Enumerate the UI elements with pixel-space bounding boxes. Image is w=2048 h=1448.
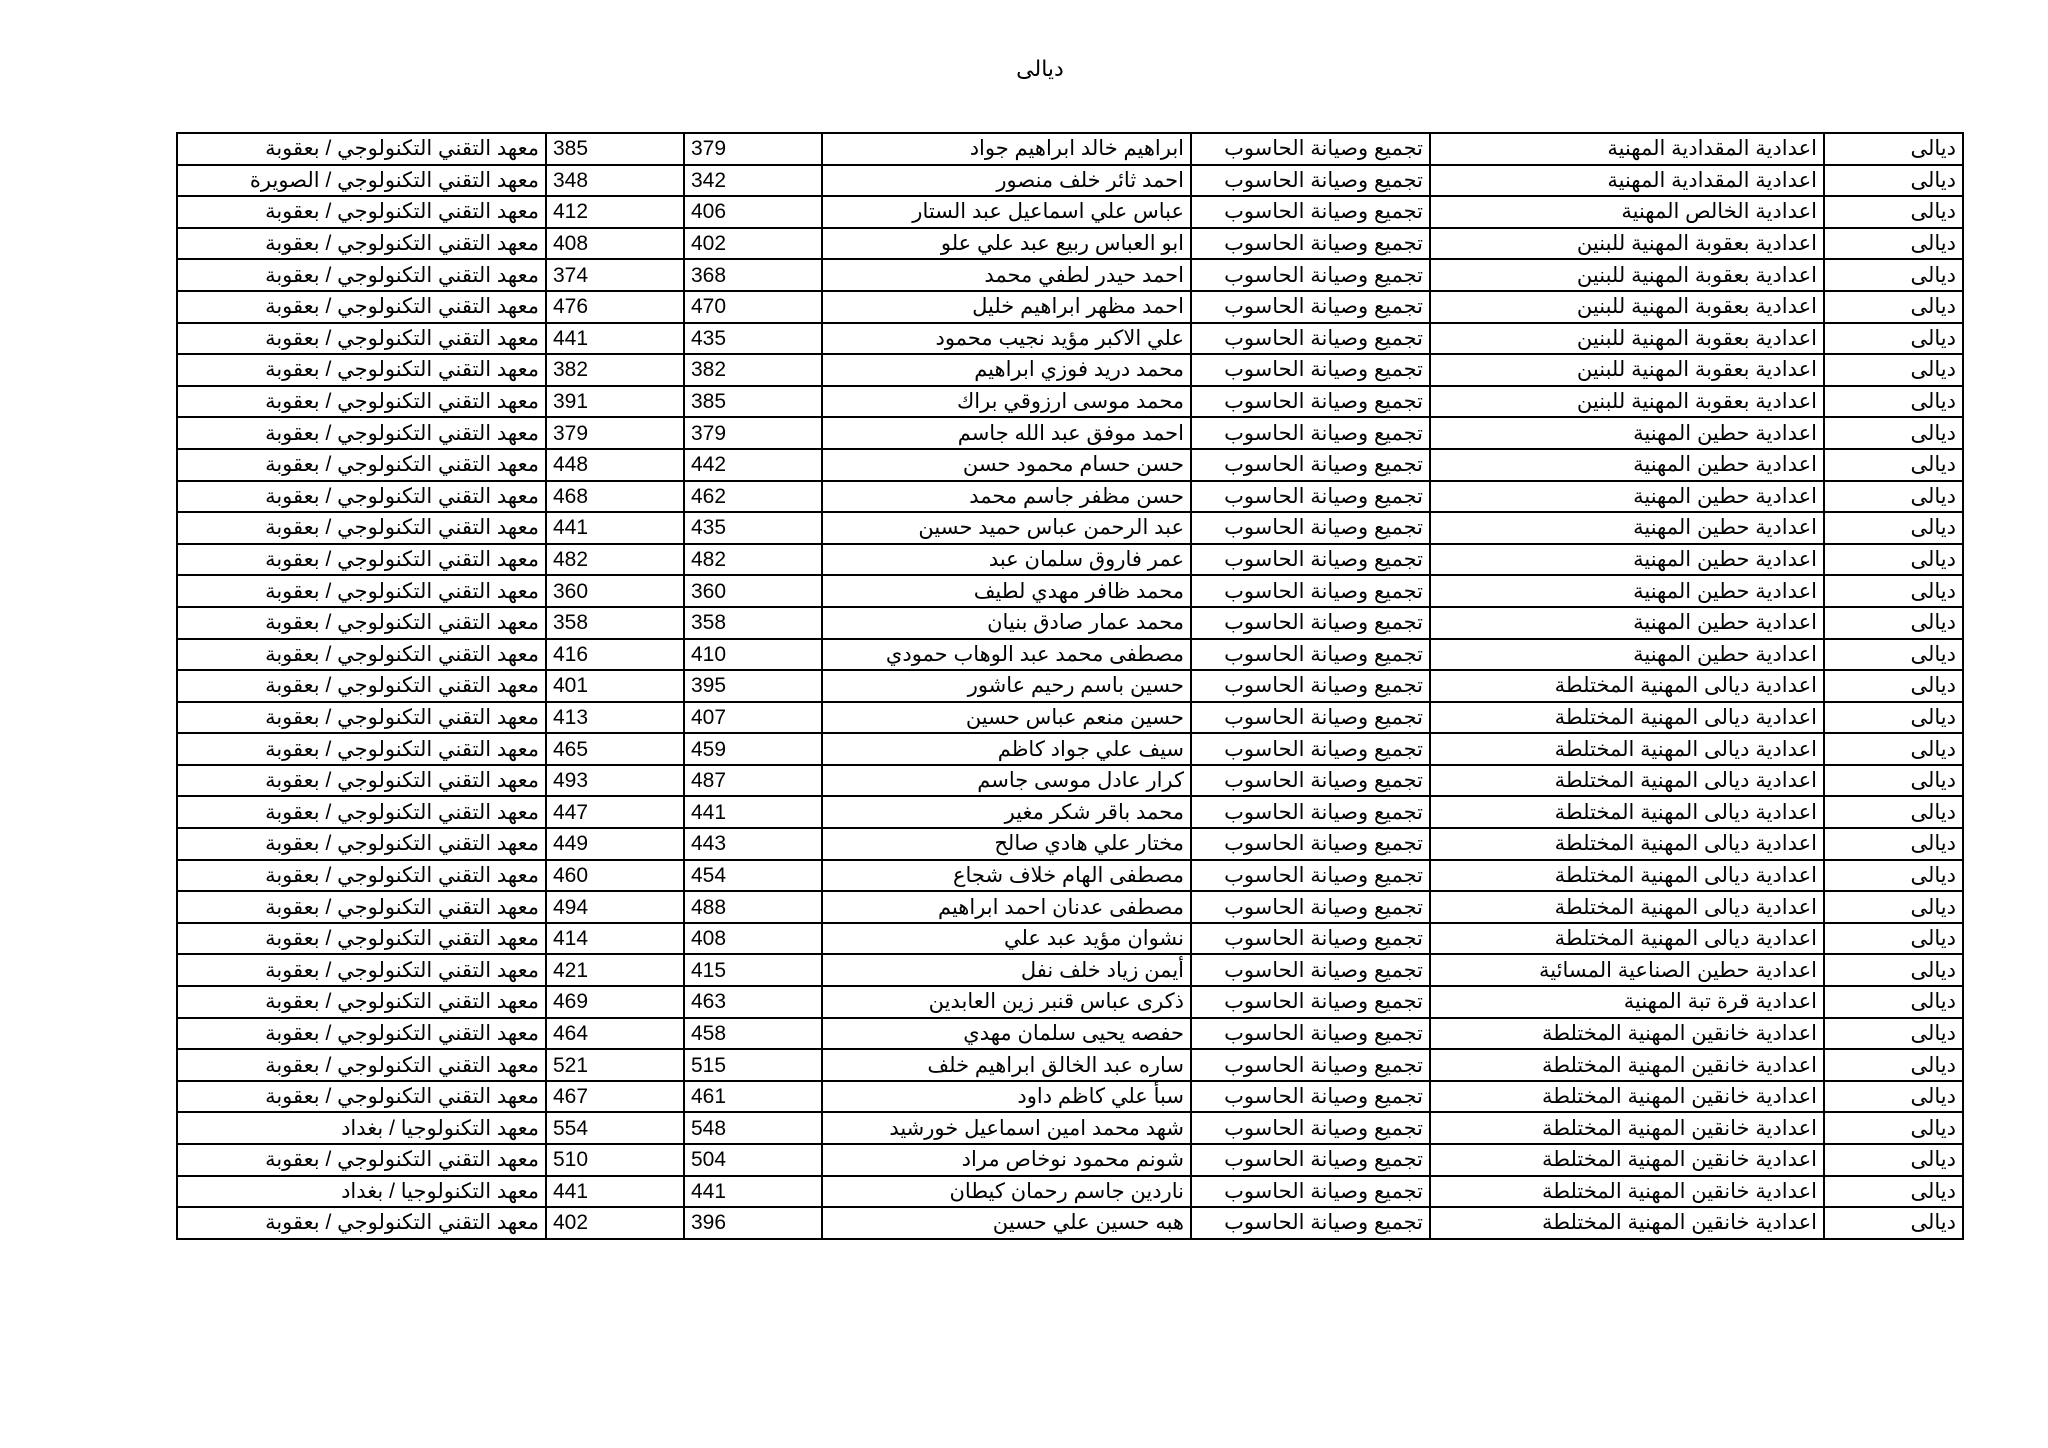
table-row bbox=[177, 828, 1963, 860]
specialty-cell: تجميع وصيانة الحاسوب bbox=[1191, 702, 1430, 734]
province-cell: ديالى bbox=[1824, 1176, 1963, 1208]
score-cell: 487 bbox=[684, 765, 822, 797]
total-score-cell: 448 bbox=[546, 449, 684, 481]
student-name-cell: شهد محمد امين اسماعيل خورشيد bbox=[822, 1112, 1191, 1144]
school-cell: اعدادية ديالى المهنية المختلطة bbox=[1430, 733, 1824, 765]
specialty-cell: تجميع وصيانة الحاسوب bbox=[1191, 1049, 1430, 1081]
province-cell: ديالى bbox=[1824, 259, 1963, 291]
specialty-cell: تجميع وصيانة الحاسوب bbox=[1191, 449, 1430, 481]
total-score-cell: 374 bbox=[546, 259, 684, 291]
total-score-cell: 464 bbox=[546, 1018, 684, 1050]
school-cell: اعدادية المقدادية المهنية bbox=[1430, 165, 1824, 197]
school-cell: اعدادية حطين المهنية bbox=[1430, 607, 1824, 639]
institute-cell: معهد التقني التكنولوجي / بعقوبة bbox=[177, 196, 546, 228]
specialty-cell: تجميع وصيانة الحاسوب bbox=[1191, 386, 1430, 418]
total-score-cell: 441 bbox=[546, 1176, 684, 1208]
student-name-cell: سيف علي جواد كاظم bbox=[822, 733, 1191, 765]
score-cell: 407 bbox=[684, 702, 822, 734]
student-name-cell: محمد دريد فوزي ابراهيم bbox=[822, 354, 1191, 386]
table-row bbox=[177, 765, 1963, 797]
province-cell: ديالى bbox=[1824, 891, 1963, 923]
province-cell: ديالى bbox=[1824, 733, 1963, 765]
province-cell: ديالى bbox=[1824, 607, 1963, 639]
total-score-cell: 402 bbox=[546, 1207, 684, 1239]
score-cell: 379 bbox=[684, 417, 822, 449]
student-name-cell: علي الاكبر مؤيد نجيب محمود bbox=[822, 323, 1191, 355]
student-name-cell: عمر فاروق سلمان عبد bbox=[822, 544, 1191, 576]
total-score-cell: 408 bbox=[546, 228, 684, 260]
institute-cell: معهد التقني التكنولوجي / بعقوبة bbox=[177, 986, 546, 1018]
institute-cell: معهد التقني التكنولوجي / بعقوبة bbox=[177, 954, 546, 986]
table-row bbox=[177, 954, 1963, 986]
school-cell: اعدادية حطين المهنية bbox=[1430, 544, 1824, 576]
school-cell: اعدادية حطين المهنية bbox=[1430, 481, 1824, 513]
table-row bbox=[177, 165, 1963, 197]
institute-cell: معهد التقني التكنولوجي / بعقوبة bbox=[177, 923, 546, 955]
total-score-cell: 441 bbox=[546, 323, 684, 355]
student-name-cell: شونم محمود نوخاص مراد bbox=[822, 1144, 1191, 1176]
student-name-cell: مختار علي هادي صالح bbox=[822, 828, 1191, 860]
table-row bbox=[177, 1112, 1963, 1144]
table-row bbox=[177, 1049, 1963, 1081]
student-name-cell: احمد حيدر لطفي محمد bbox=[822, 259, 1191, 291]
score-cell: 402 bbox=[684, 228, 822, 260]
total-score-cell: 413 bbox=[546, 702, 684, 734]
table-row bbox=[177, 639, 1963, 671]
institute-cell: معهد التقني التكنولوجي / بعقوبة bbox=[177, 670, 546, 702]
specialty-cell: تجميع وصيانة الحاسوب bbox=[1191, 417, 1430, 449]
table-row bbox=[177, 733, 1963, 765]
institute-cell: معهد التقني التكنولوجي / بعقوبة bbox=[177, 1049, 546, 1081]
school-cell: اعدادية خانقين المهنية المختلطة bbox=[1430, 1049, 1824, 1081]
score-cell: 415 bbox=[684, 954, 822, 986]
student-name-cell: ذكرى عباس قنبر زين العابدين bbox=[822, 986, 1191, 1018]
table-row bbox=[177, 986, 1963, 1018]
province-cell: ديالى bbox=[1824, 544, 1963, 576]
institute-cell: معهد التقني التكنولوجي / بعقوبة bbox=[177, 860, 546, 892]
table-row bbox=[177, 259, 1963, 291]
province-cell: ديالى bbox=[1824, 765, 1963, 797]
province-cell: ديالى bbox=[1824, 291, 1963, 323]
student-name-cell: محمد موسى ارزوقي براك bbox=[822, 386, 1191, 418]
school-cell: اعدادية بعقوبة المهنية للبنين bbox=[1430, 354, 1824, 386]
school-cell: اعدادية قرة تبة المهنية bbox=[1430, 986, 1824, 1018]
specialty-cell: تجميع وصيانة الحاسوب bbox=[1191, 828, 1430, 860]
table-row bbox=[177, 196, 1963, 228]
province-cell: ديالى bbox=[1824, 481, 1963, 513]
specialty-cell: تجميع وصيانة الحاسوب bbox=[1191, 1144, 1430, 1176]
score-cell: 443 bbox=[684, 828, 822, 860]
student-name-cell: محمد عمار صادق بنيان bbox=[822, 607, 1191, 639]
institute-cell: معهد التقني التكنولوجي / بعقوبة bbox=[177, 1081, 546, 1113]
student-name-cell: حسين باسم رحيم عاشور bbox=[822, 670, 1191, 702]
total-score-cell: 358 bbox=[546, 607, 684, 639]
province-cell: ديالى bbox=[1824, 828, 1963, 860]
institute-cell: معهد التقني التكنولوجي / بعقوبة bbox=[177, 259, 546, 291]
student-name-cell: حسين منعم عباس حسين bbox=[822, 702, 1191, 734]
specialty-cell: تجميع وصيانة الحاسوب bbox=[1191, 575, 1430, 607]
province-cell: ديالى bbox=[1824, 1112, 1963, 1144]
institute-cell: معهد التقني التكنولوجي / بعقوبة bbox=[177, 133, 546, 165]
total-score-cell: 465 bbox=[546, 733, 684, 765]
student-name-cell: حسن حسام محمود حسن bbox=[822, 449, 1191, 481]
school-cell: اعدادية ديالى المهنية المختلطة bbox=[1430, 765, 1824, 797]
total-score-cell: 412 bbox=[546, 196, 684, 228]
province-cell: ديالى bbox=[1824, 323, 1963, 355]
table-row bbox=[177, 1144, 1963, 1176]
total-score-cell: 421 bbox=[546, 954, 684, 986]
table-row bbox=[177, 796, 1963, 828]
specialty-cell: تجميع وصيانة الحاسوب bbox=[1191, 1018, 1430, 1050]
student-name-cell: محمد ظافر مهدي لطيف bbox=[822, 575, 1191, 607]
institute-cell: معهد التقني التكنولوجي / بعقوبة bbox=[177, 639, 546, 671]
institute-cell: معهد التقني التكنولوجي / بعقوبة bbox=[177, 323, 546, 355]
student-name-cell: ناردين جاسم رحمان كيطان bbox=[822, 1176, 1191, 1208]
province-cell: ديالى bbox=[1824, 449, 1963, 481]
score-cell: 488 bbox=[684, 891, 822, 923]
total-score-cell: 554 bbox=[546, 1112, 684, 1144]
specialty-cell: تجميع وصيانة الحاسوب bbox=[1191, 733, 1430, 765]
total-score-cell: 441 bbox=[546, 512, 684, 544]
province-cell: ديالى bbox=[1824, 954, 1963, 986]
province-cell: ديالى bbox=[1824, 165, 1963, 197]
school-cell: اعدادية ديالى المهنية المختلطة bbox=[1430, 860, 1824, 892]
school-cell: اعدادية بعقوبة المهنية للبنين bbox=[1430, 386, 1824, 418]
table-row bbox=[177, 323, 1963, 355]
score-cell: 459 bbox=[684, 733, 822, 765]
school-cell: اعدادية الخالص المهنية bbox=[1430, 196, 1824, 228]
score-cell: 442 bbox=[684, 449, 822, 481]
student-name-cell: محمد باقر شكر مغير bbox=[822, 796, 1191, 828]
student-name-cell: مصطفى محمد عبد الوهاب حمودي bbox=[822, 639, 1191, 671]
total-score-cell: 521 bbox=[546, 1049, 684, 1081]
total-score-cell: 379 bbox=[546, 417, 684, 449]
specialty-cell: تجميع وصيانة الحاسوب bbox=[1191, 291, 1430, 323]
results-table bbox=[176, 132, 1964, 1240]
specialty-cell: تجميع وصيانة الحاسوب bbox=[1191, 481, 1430, 513]
score-cell: 385 bbox=[684, 386, 822, 418]
table-row bbox=[177, 923, 1963, 955]
table-row bbox=[177, 481, 1963, 513]
table-row bbox=[177, 544, 1963, 576]
student-name-cell: ساره عبد الخالق ابراهيم خلف bbox=[822, 1049, 1191, 1081]
province-cell: ديالى bbox=[1824, 417, 1963, 449]
student-name-cell: هبه حسين علي حسين bbox=[822, 1207, 1191, 1239]
student-name-cell: عبد الرحمن عباس حميد حسين bbox=[822, 512, 1191, 544]
score-cell: 360 bbox=[684, 575, 822, 607]
province-cell: ديالى bbox=[1824, 796, 1963, 828]
school-cell: اعدادية حطين المهنية bbox=[1430, 449, 1824, 481]
table-row bbox=[177, 133, 1963, 165]
student-name-cell: حسن مظفر جاسم محمد bbox=[822, 481, 1191, 513]
table-row bbox=[177, 860, 1963, 892]
table-row bbox=[177, 1081, 1963, 1113]
institute-cell: معهد التقني التكنولوجي / بعقوبة bbox=[177, 386, 546, 418]
province-cell: ديالى bbox=[1824, 1144, 1963, 1176]
province-cell: ديالى bbox=[1824, 1018, 1963, 1050]
institute-cell: معهد التقني التكنولوجي / بعقوبة bbox=[177, 544, 546, 576]
institute-cell: معهد التقني التكنولوجي / بعقوبة bbox=[177, 1207, 546, 1239]
province-cell: ديالى bbox=[1824, 639, 1963, 671]
student-name-cell: كرار عادل موسى جاسم bbox=[822, 765, 1191, 797]
institute-cell: معهد التكنولوجيا / بغداد bbox=[177, 1112, 546, 1144]
province-cell: ديالى bbox=[1824, 1049, 1963, 1081]
student-name-cell: أيمن زياد خلف نفل bbox=[822, 954, 1191, 986]
student-name-cell: احمد مظهر ابراهيم خليل bbox=[822, 291, 1191, 323]
school-cell: اعدادية حطين المهنية bbox=[1430, 512, 1824, 544]
results-table-body bbox=[177, 133, 1963, 1239]
table-row bbox=[177, 702, 1963, 734]
total-score-cell: 449 bbox=[546, 828, 684, 860]
total-score-cell: 348 bbox=[546, 165, 684, 197]
specialty-cell: تجميع وصيانة الحاسوب bbox=[1191, 954, 1430, 986]
school-cell: اعدادية خانقين المهنية المختلطة bbox=[1430, 1018, 1824, 1050]
score-cell: 406 bbox=[684, 196, 822, 228]
school-cell: اعدادية ديالى المهنية المختلطة bbox=[1430, 796, 1824, 828]
specialty-cell: تجميع وصيانة الحاسوب bbox=[1191, 891, 1430, 923]
specialty-cell: تجميع وصيانة الحاسوب bbox=[1191, 923, 1430, 955]
specialty-cell: تجميع وصيانة الحاسوب bbox=[1191, 796, 1430, 828]
total-score-cell: 467 bbox=[546, 1081, 684, 1113]
student-name-cell: سبأ علي كاظم داود bbox=[822, 1081, 1191, 1113]
institute-cell: معهد التقني التكنولوجي / بعقوبة bbox=[177, 449, 546, 481]
institute-cell: معهد التقني التكنولوجي / بعقوبة bbox=[177, 828, 546, 860]
table-row bbox=[177, 291, 1963, 323]
score-cell: 548 bbox=[684, 1112, 822, 1144]
score-cell: 342 bbox=[684, 165, 822, 197]
school-cell: اعدادية ديالى المهنية المختلطة bbox=[1430, 923, 1824, 955]
institute-cell: معهد التقني التكنولوجي / بعقوبة bbox=[177, 512, 546, 544]
total-score-cell: 493 bbox=[546, 765, 684, 797]
student-name-cell: ابو العباس ربيع عبد علي علو bbox=[822, 228, 1191, 260]
score-cell: 515 bbox=[684, 1049, 822, 1081]
province-cell: ديالى bbox=[1824, 986, 1963, 1018]
score-cell: 368 bbox=[684, 259, 822, 291]
school-cell: اعدادية خانقين المهنية المختلطة bbox=[1430, 1207, 1824, 1239]
institute-cell: معهد التقني التكنولوجي / بعقوبة bbox=[177, 733, 546, 765]
table-row bbox=[177, 512, 1963, 544]
student-name-cell: احمد ثائر خلف منصور bbox=[822, 165, 1191, 197]
score-cell: 458 bbox=[684, 1018, 822, 1050]
total-score-cell: 482 bbox=[546, 544, 684, 576]
total-score-cell: 401 bbox=[546, 670, 684, 702]
total-score-cell: 468 bbox=[546, 481, 684, 513]
specialty-cell: تجميع وصيانة الحاسوب bbox=[1191, 1207, 1430, 1239]
specialty-cell: تجميع وصيانة الحاسوب bbox=[1191, 165, 1430, 197]
province-cell: ديالى bbox=[1824, 702, 1963, 734]
specialty-cell: تجميع وصيانة الحاسوب bbox=[1191, 607, 1430, 639]
table-row bbox=[177, 1018, 1963, 1050]
score-cell: 441 bbox=[684, 796, 822, 828]
table-row bbox=[177, 607, 1963, 639]
institute-cell: معهد التقني التكنولوجي / بعقوبة bbox=[177, 1018, 546, 1050]
score-cell: 454 bbox=[684, 860, 822, 892]
school-cell: اعدادية خانقين المهنية المختلطة bbox=[1430, 1176, 1824, 1208]
province-cell: ديالى bbox=[1824, 860, 1963, 892]
institute-cell: معهد التقني التكنولوجي / بعقوبة bbox=[177, 291, 546, 323]
table-row bbox=[177, 449, 1963, 481]
score-cell: 441 bbox=[684, 1176, 822, 1208]
institute-cell: معهد التقني التكنولوجي / بعقوبة bbox=[177, 481, 546, 513]
institute-cell: معهد التقني التكنولوجي / بعقوبة bbox=[177, 354, 546, 386]
specialty-cell: تجميع وصيانة الحاسوب bbox=[1191, 670, 1430, 702]
school-cell: اعدادية حطين الصناعية المسائية bbox=[1430, 954, 1824, 986]
specialty-cell: تجميع وصيانة الحاسوب bbox=[1191, 133, 1430, 165]
specialty-cell: تجميع وصيانة الحاسوب bbox=[1191, 544, 1430, 576]
total-score-cell: 510 bbox=[546, 1144, 684, 1176]
score-cell: 395 bbox=[684, 670, 822, 702]
score-cell: 408 bbox=[684, 923, 822, 955]
total-score-cell: 382 bbox=[546, 354, 684, 386]
province-cell: ديالى bbox=[1824, 133, 1963, 165]
school-cell: اعدادية خانقين المهنية المختلطة bbox=[1430, 1112, 1824, 1144]
student-name-cell: مصطفى الهام خلاف شجاع bbox=[822, 860, 1191, 892]
institute-cell: معهد التقني التكنولوجي / بعقوبة bbox=[177, 417, 546, 449]
score-cell: 463 bbox=[684, 986, 822, 1018]
school-cell: اعدادية حطين المهنية bbox=[1430, 417, 1824, 449]
table-row bbox=[177, 1207, 1963, 1239]
score-cell: 461 bbox=[684, 1081, 822, 1113]
specialty-cell: تجميع وصيانة الحاسوب bbox=[1191, 1081, 1430, 1113]
specialty-cell: تجميع وصيانة الحاسوب bbox=[1191, 354, 1430, 386]
province-cell: ديالى bbox=[1824, 1207, 1963, 1239]
total-score-cell: 469 bbox=[546, 986, 684, 1018]
score-cell: 470 bbox=[684, 291, 822, 323]
school-cell: اعدادية ديالى المهنية المختلطة bbox=[1430, 702, 1824, 734]
total-score-cell: 414 bbox=[546, 923, 684, 955]
table-row bbox=[177, 891, 1963, 923]
student-name-cell: ابراهيم خالد ابراهيم جواد bbox=[822, 133, 1191, 165]
score-cell: 435 bbox=[684, 323, 822, 355]
institute-cell: معهد التقني التكنولوجي / بعقوبة bbox=[177, 575, 546, 607]
total-score-cell: 476 bbox=[546, 291, 684, 323]
school-cell: اعدادية بعقوبة المهنية للبنين bbox=[1430, 323, 1824, 355]
specialty-cell: تجميع وصيانة الحاسوب bbox=[1191, 1112, 1430, 1144]
province-cell: ديالى bbox=[1824, 512, 1963, 544]
province-cell: ديالى bbox=[1824, 575, 1963, 607]
score-cell: 382 bbox=[684, 354, 822, 386]
institute-cell: معهد التقني التكنولوجي / بعقوبة bbox=[177, 702, 546, 734]
student-name-cell: حفصه يحيى سلمان مهدي bbox=[822, 1018, 1191, 1050]
school-cell: اعدادية خانقين المهنية المختلطة bbox=[1430, 1081, 1824, 1113]
score-cell: 379 bbox=[684, 133, 822, 165]
school-cell: اعدادية بعقوبة المهنية للبنين bbox=[1430, 291, 1824, 323]
school-cell: اعدادية بعقوبة المهنية للبنين bbox=[1430, 228, 1824, 260]
total-score-cell: 447 bbox=[546, 796, 684, 828]
score-cell: 504 bbox=[684, 1144, 822, 1176]
institute-cell: معهد التقني التكنولوجي / بعقوبة bbox=[177, 765, 546, 797]
school-cell: اعدادية المقدادية المهنية bbox=[1430, 133, 1824, 165]
specialty-cell: تجميع وصيانة الحاسوب bbox=[1191, 323, 1430, 355]
score-cell: 482 bbox=[684, 544, 822, 576]
institute-cell: معهد التقني التكنولوجي / بعقوبة bbox=[177, 796, 546, 828]
table-row bbox=[177, 354, 1963, 386]
total-score-cell: 494 bbox=[546, 891, 684, 923]
specialty-cell: تجميع وصيانة الحاسوب bbox=[1191, 639, 1430, 671]
specialty-cell: تجميع وصيانة الحاسوب bbox=[1191, 1176, 1430, 1208]
total-score-cell: 360 bbox=[546, 575, 684, 607]
specialty-cell: تجميع وصيانة الحاسوب bbox=[1191, 860, 1430, 892]
table-row bbox=[177, 1176, 1963, 1208]
institute-cell: معهد التقني التكنولوجي / الصويرة bbox=[177, 165, 546, 197]
school-cell: اعدادية ديالى المهنية المختلطة bbox=[1430, 891, 1824, 923]
institute-cell: معهد التكنولوجيا / بغداد bbox=[177, 1176, 546, 1208]
specialty-cell: تجميع وصيانة الحاسوب bbox=[1191, 986, 1430, 1018]
total-score-cell: 416 bbox=[546, 639, 684, 671]
table-row bbox=[177, 575, 1963, 607]
province-cell: ديالى bbox=[1824, 354, 1963, 386]
province-cell: ديالى bbox=[1824, 923, 1963, 955]
school-cell: اعدادية حطين المهنية bbox=[1430, 575, 1824, 607]
school-cell: اعدادية بعقوبة المهنية للبنين bbox=[1430, 259, 1824, 291]
total-score-cell: 391 bbox=[546, 386, 684, 418]
student-name-cell: مصطفى عدنان احمد ابراهيم bbox=[822, 891, 1191, 923]
province-cell: ديالى bbox=[1824, 1081, 1963, 1113]
institute-cell: معهد التقني التكنولوجي / بعقوبة bbox=[177, 891, 546, 923]
institute-cell: معهد التقني التكنولوجي / بعقوبة bbox=[177, 1144, 546, 1176]
specialty-cell: تجميع وصيانة الحاسوب bbox=[1191, 512, 1430, 544]
province-cell: ديالى bbox=[1824, 196, 1963, 228]
score-cell: 410 bbox=[684, 639, 822, 671]
institute-cell: معهد التقني التكنولوجي / بعقوبة bbox=[177, 607, 546, 639]
province-cell: ديالى bbox=[1824, 670, 1963, 702]
student-name-cell: احمد موفق عبد الله جاسم bbox=[822, 417, 1191, 449]
table-row bbox=[177, 417, 1963, 449]
score-cell: 396 bbox=[684, 1207, 822, 1239]
table-row bbox=[177, 228, 1963, 260]
school-cell: اعدادية ديالى المهنية المختلطة bbox=[1430, 828, 1824, 860]
specialty-cell: تجميع وصيانة الحاسوب bbox=[1191, 259, 1430, 291]
specialty-cell: تجميع وصيانة الحاسوب bbox=[1191, 765, 1430, 797]
specialty-cell: تجميع وصيانة الحاسوب bbox=[1191, 196, 1430, 228]
province-cell: ديالى bbox=[1824, 228, 1963, 260]
total-score-cell: 385 bbox=[546, 133, 684, 165]
school-cell: اعدادية حطين المهنية bbox=[1430, 639, 1824, 671]
score-cell: 462 bbox=[684, 481, 822, 513]
specialty-cell: تجميع وصيانة الحاسوب bbox=[1191, 228, 1430, 260]
table-row bbox=[177, 670, 1963, 702]
institute-cell: معهد التقني التكنولوجي / بعقوبة bbox=[177, 228, 546, 260]
province-cell: ديالى bbox=[1824, 386, 1963, 418]
score-cell: 358 bbox=[684, 607, 822, 639]
score-cell: 435 bbox=[684, 512, 822, 544]
student-name-cell: عباس علي اسماعيل عبد الستار bbox=[822, 196, 1191, 228]
school-cell: اعدادية ديالى المهنية المختلطة bbox=[1430, 670, 1824, 702]
table-row bbox=[177, 386, 1963, 418]
total-score-cell: 460 bbox=[546, 860, 684, 892]
page-title: ديالى bbox=[1016, 56, 1064, 81]
school-cell: اعدادية خانقين المهنية المختلطة bbox=[1430, 1144, 1824, 1176]
student-name-cell: نشوان مؤيد عبد علي bbox=[822, 923, 1191, 955]
